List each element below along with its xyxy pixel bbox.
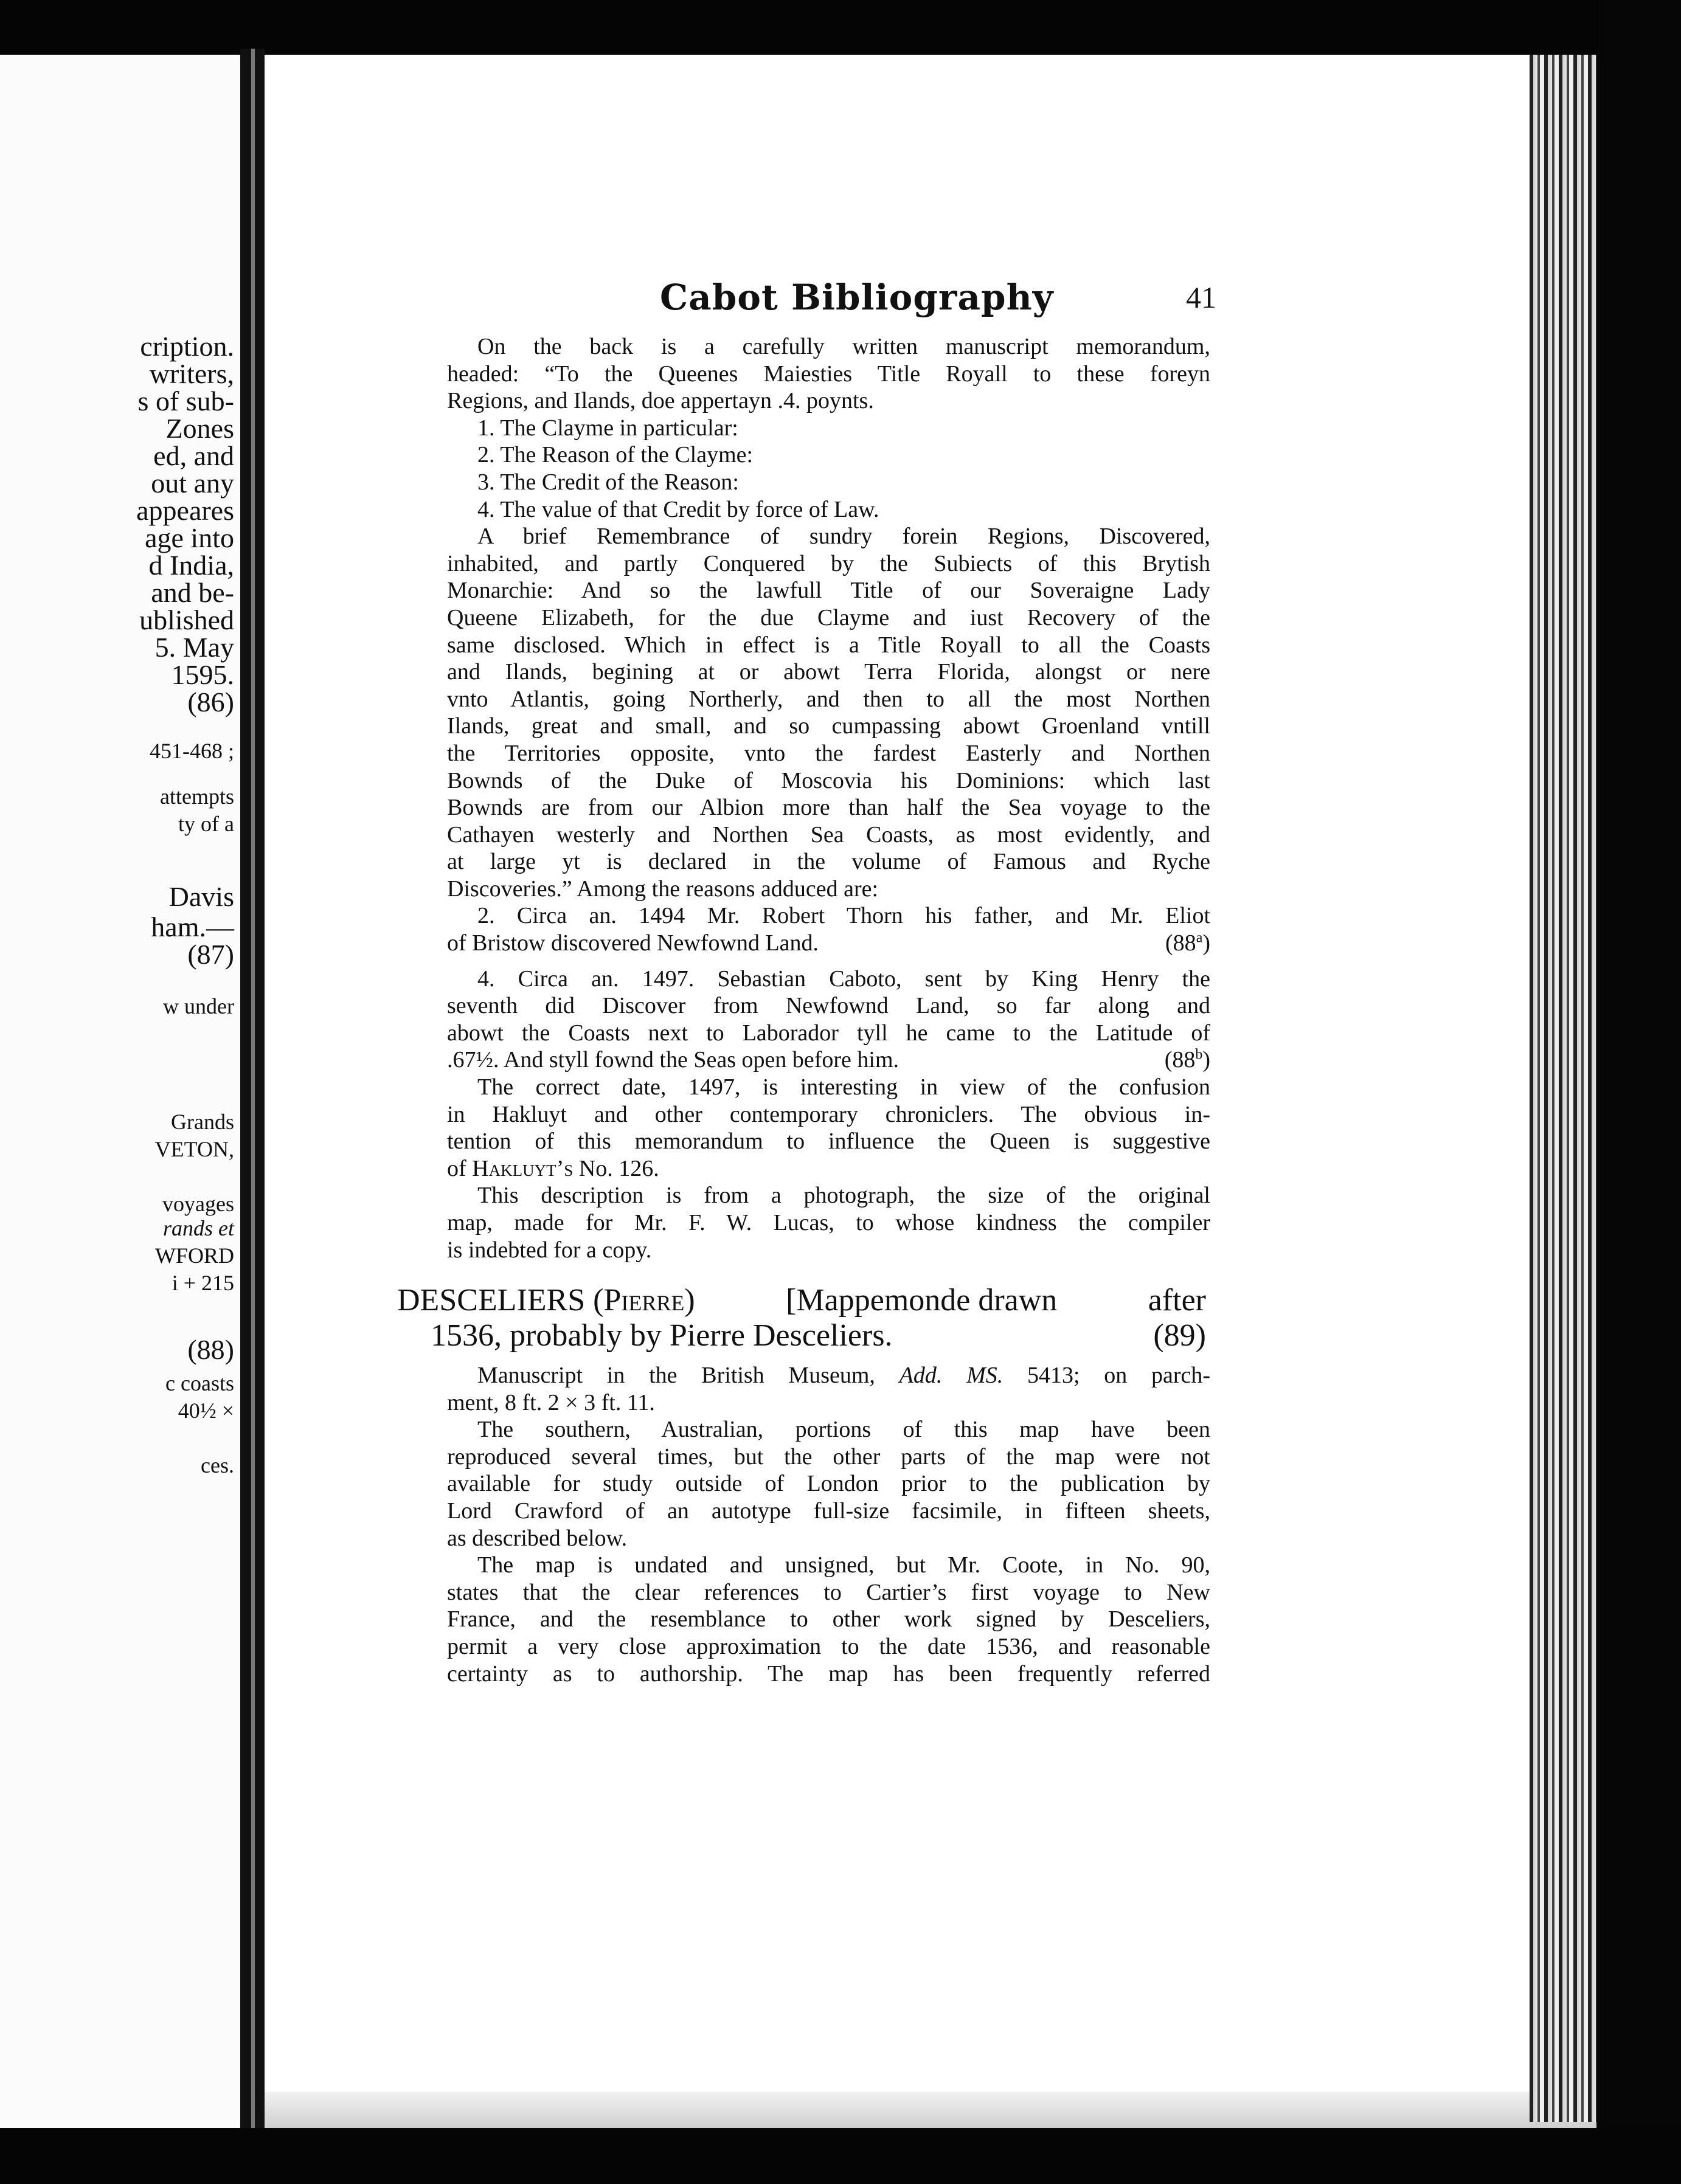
entry-title-word: after xyxy=(1148,1283,1206,1318)
left-fragment: cription. xyxy=(140,331,234,362)
text-line: A brief Remembrance of sundry forein Regions, Discovered, xyxy=(477,524,1210,550)
left-fragment: (87) xyxy=(187,939,234,970)
text-line: Manuscript in the British Museum, Add. MS. 5413; on parch- xyxy=(477,1363,1211,1388)
left-fragment: voyages xyxy=(162,1192,234,1216)
page-bottom-shadow xyxy=(265,2092,1596,2128)
text-line: in Hakluyt and other contemporary chroniclers. The obvious in- xyxy=(447,1101,1210,1127)
reference-number: (88$^a$) xyxy=(1165,930,1210,956)
memorandum-section xyxy=(447,333,1210,1263)
scan-border-bottom xyxy=(0,2128,1681,2184)
list-item: 1. The Clayme in particular: xyxy=(477,415,738,441)
facing-page-left xyxy=(0,55,240,2129)
entry-author: DESCELIERS (Pierre) xyxy=(397,1283,695,1318)
page-edges xyxy=(1530,55,1596,2122)
reference-line xyxy=(447,930,1210,957)
text-line: map, made for Mr. F. W. Lucas, to whose kindness the compiler xyxy=(447,1210,1210,1235)
text-line: permit a very close approximation to the date 1536, and reasonable xyxy=(447,1633,1210,1659)
text-line: certainty as to authorship. The map has been frequently referred xyxy=(447,1660,1210,1687)
left-fragment: out any xyxy=(151,468,234,499)
left-fragment: (86) xyxy=(187,686,234,717)
left-fragment: w under xyxy=(163,994,234,1018)
text-line: Lord Crawford of an autotype full-size facsimile, in fifteen sheets, xyxy=(447,1498,1210,1524)
text-line: headed: “To the Queenes Maiesties Title Royall to these foreyn xyxy=(447,361,1210,387)
text-line: Queene Elizabeth, for the due Clayme and iust Recovery of the xyxy=(447,604,1210,631)
book-gutter-highlight xyxy=(251,49,255,2140)
text-line: ment, 8 ft. 2 × 3 ft. 11. xyxy=(447,1389,655,1415)
left-fragment: ed, and xyxy=(153,440,234,471)
text-line: at large yt is declared in the volume of Famous and Ryche xyxy=(447,849,1210,875)
text-line: Cathayen westerly and Northen Sea Coasts, as most evidently, and xyxy=(447,821,1210,848)
left-fragment: ty of a xyxy=(178,812,234,836)
text-line: same disclosed. Which in effect is a Title Royall to all the Coasts xyxy=(447,632,1210,658)
text-line: Bownds of the Duke of Moscovia his Dominions: which last xyxy=(447,767,1210,793)
entry-title-cont: 1536, probably by Pierre Desceliers. xyxy=(431,1318,893,1353)
left-fragment: ces. xyxy=(201,1453,234,1477)
text-line: tention of this memorandum to influence the Queen is suggestive xyxy=(447,1128,1210,1155)
text-line: France, and the resemblance to other work signed by Desceliers, xyxy=(447,1606,1210,1633)
left-fragment: writers, xyxy=(149,358,234,389)
left-fragment: appeares xyxy=(136,495,234,526)
left-fragment: rands et xyxy=(163,1216,234,1240)
list-item: 3. The Credit of the Reason: xyxy=(477,469,739,495)
text-line: Ilands, great and small, and so cumpassing abowt Groenland vntill xyxy=(447,713,1210,739)
entry-heading xyxy=(397,1283,1206,1353)
text-line: .67½. And styll fownd the Seas open before him. xyxy=(447,1047,899,1073)
text-line: On the back is a carefully written manuscript memorandum, xyxy=(477,334,1210,359)
text-line: Regions, and Ilands, doe appertayn .4. poynts. xyxy=(447,388,874,414)
text-line: Monarchie: And so the lawfull Title of our Soveraigne Lady xyxy=(447,578,1210,604)
text-line: is indebted for a copy. xyxy=(447,1237,652,1263)
left-fragment: 451-468 ; xyxy=(150,739,234,763)
left-fragment: ham.— xyxy=(151,911,234,942)
text-line: the Territories opposite, vnto the fardest Easterly and Northen xyxy=(447,740,1210,766)
left-fragment: Grands xyxy=(171,1110,234,1134)
running-header-title: Cabot Bibliography xyxy=(660,277,1054,318)
text-line: abowt the Coasts next to Laborador tyll he came to the Latitude of xyxy=(447,1020,1210,1046)
list-item: 2. The Reason of the Clayme: xyxy=(477,442,754,468)
reference-number: (88$^b$) xyxy=(1164,1046,1210,1073)
text-line: and Ilands, begining at or abowt Terra Florida, alongst or nere xyxy=(447,659,1210,685)
left-fragment: Davis xyxy=(168,881,234,912)
page-number: 41 xyxy=(1186,280,1216,314)
text-line: of Bristow discovered Newfownd Land. xyxy=(447,930,819,956)
entry-89-body xyxy=(447,1362,1210,1687)
scan-border-top xyxy=(0,0,1681,55)
entry-number: (89) xyxy=(1153,1318,1206,1353)
text-line: reproduced several times, but the other parts of the map were not xyxy=(447,1443,1210,1470)
left-fragment: (88) xyxy=(187,1334,234,1365)
text-line: as described below. xyxy=(447,1525,628,1551)
left-fragment: VETON, xyxy=(154,1137,234,1161)
left-fragment: s of sub- xyxy=(137,385,234,416)
left-fragment: age into xyxy=(145,522,234,553)
text-line: states that the clear references to Cartier’s first voyage to New xyxy=(447,1579,1210,1605)
left-fragment: and be- xyxy=(151,577,234,608)
text-line: 2. Circa an. 1494 Mr. Robert Thorn his father, and Mr. Eliot xyxy=(477,903,1210,929)
left-fragment: 1595. xyxy=(171,659,234,690)
left-fragment: attempts xyxy=(160,784,234,809)
text-line: inhabited, and partly Conquered by the Subiects of this Brytish xyxy=(447,550,1210,576)
entry-title-start: [Mappemonde drawn xyxy=(786,1283,1058,1318)
left-fragment: WFORD xyxy=(154,1243,234,1268)
text-line: of Hakluyt’s No. 126. xyxy=(447,1155,659,1181)
text-line: Discoveries.” Among the reasons adduced are: xyxy=(447,876,879,902)
text-line: Bownds are from our Albion more than half the Sea voyage to the xyxy=(447,795,1210,821)
left-fragment: 5. May xyxy=(154,632,234,663)
left-fragment: 40½ × xyxy=(178,1398,234,1423)
left-fragment: ublished xyxy=(139,604,234,635)
text-line: This description is from a photograph, the size of the original xyxy=(477,1183,1210,1209)
text-line: The southern, Australian, portions of this map have been xyxy=(477,1417,1210,1443)
reference-line xyxy=(447,1046,1210,1074)
text-line: 4. Circa an. 1497. Sebastian Caboto, sent by King Henry the xyxy=(477,966,1210,992)
scan-border-right xyxy=(1596,0,1681,2184)
text-line: seventh did Discover from Newfownd Land, so far along and xyxy=(447,993,1210,1019)
text-line: vnto Atlantis, going Northerly, and then to all the most Northen xyxy=(447,686,1210,712)
left-fragment: i + 215 xyxy=(172,1271,234,1295)
text-line: The correct date, 1497, is interesting in view of the confusion xyxy=(477,1074,1210,1101)
list-item: 4. The value of that Credit by force of Law. xyxy=(477,496,879,522)
left-fragment: Zones xyxy=(165,413,234,444)
left-fragment: c coasts xyxy=(165,1371,234,1395)
text-line: The map is undated and unsigned, but Mr. Coote, in No. 90, xyxy=(477,1552,1210,1578)
text-line: available for study outside of London prior to the publication by xyxy=(447,1471,1210,1497)
left-fragment: d India, xyxy=(148,550,234,581)
